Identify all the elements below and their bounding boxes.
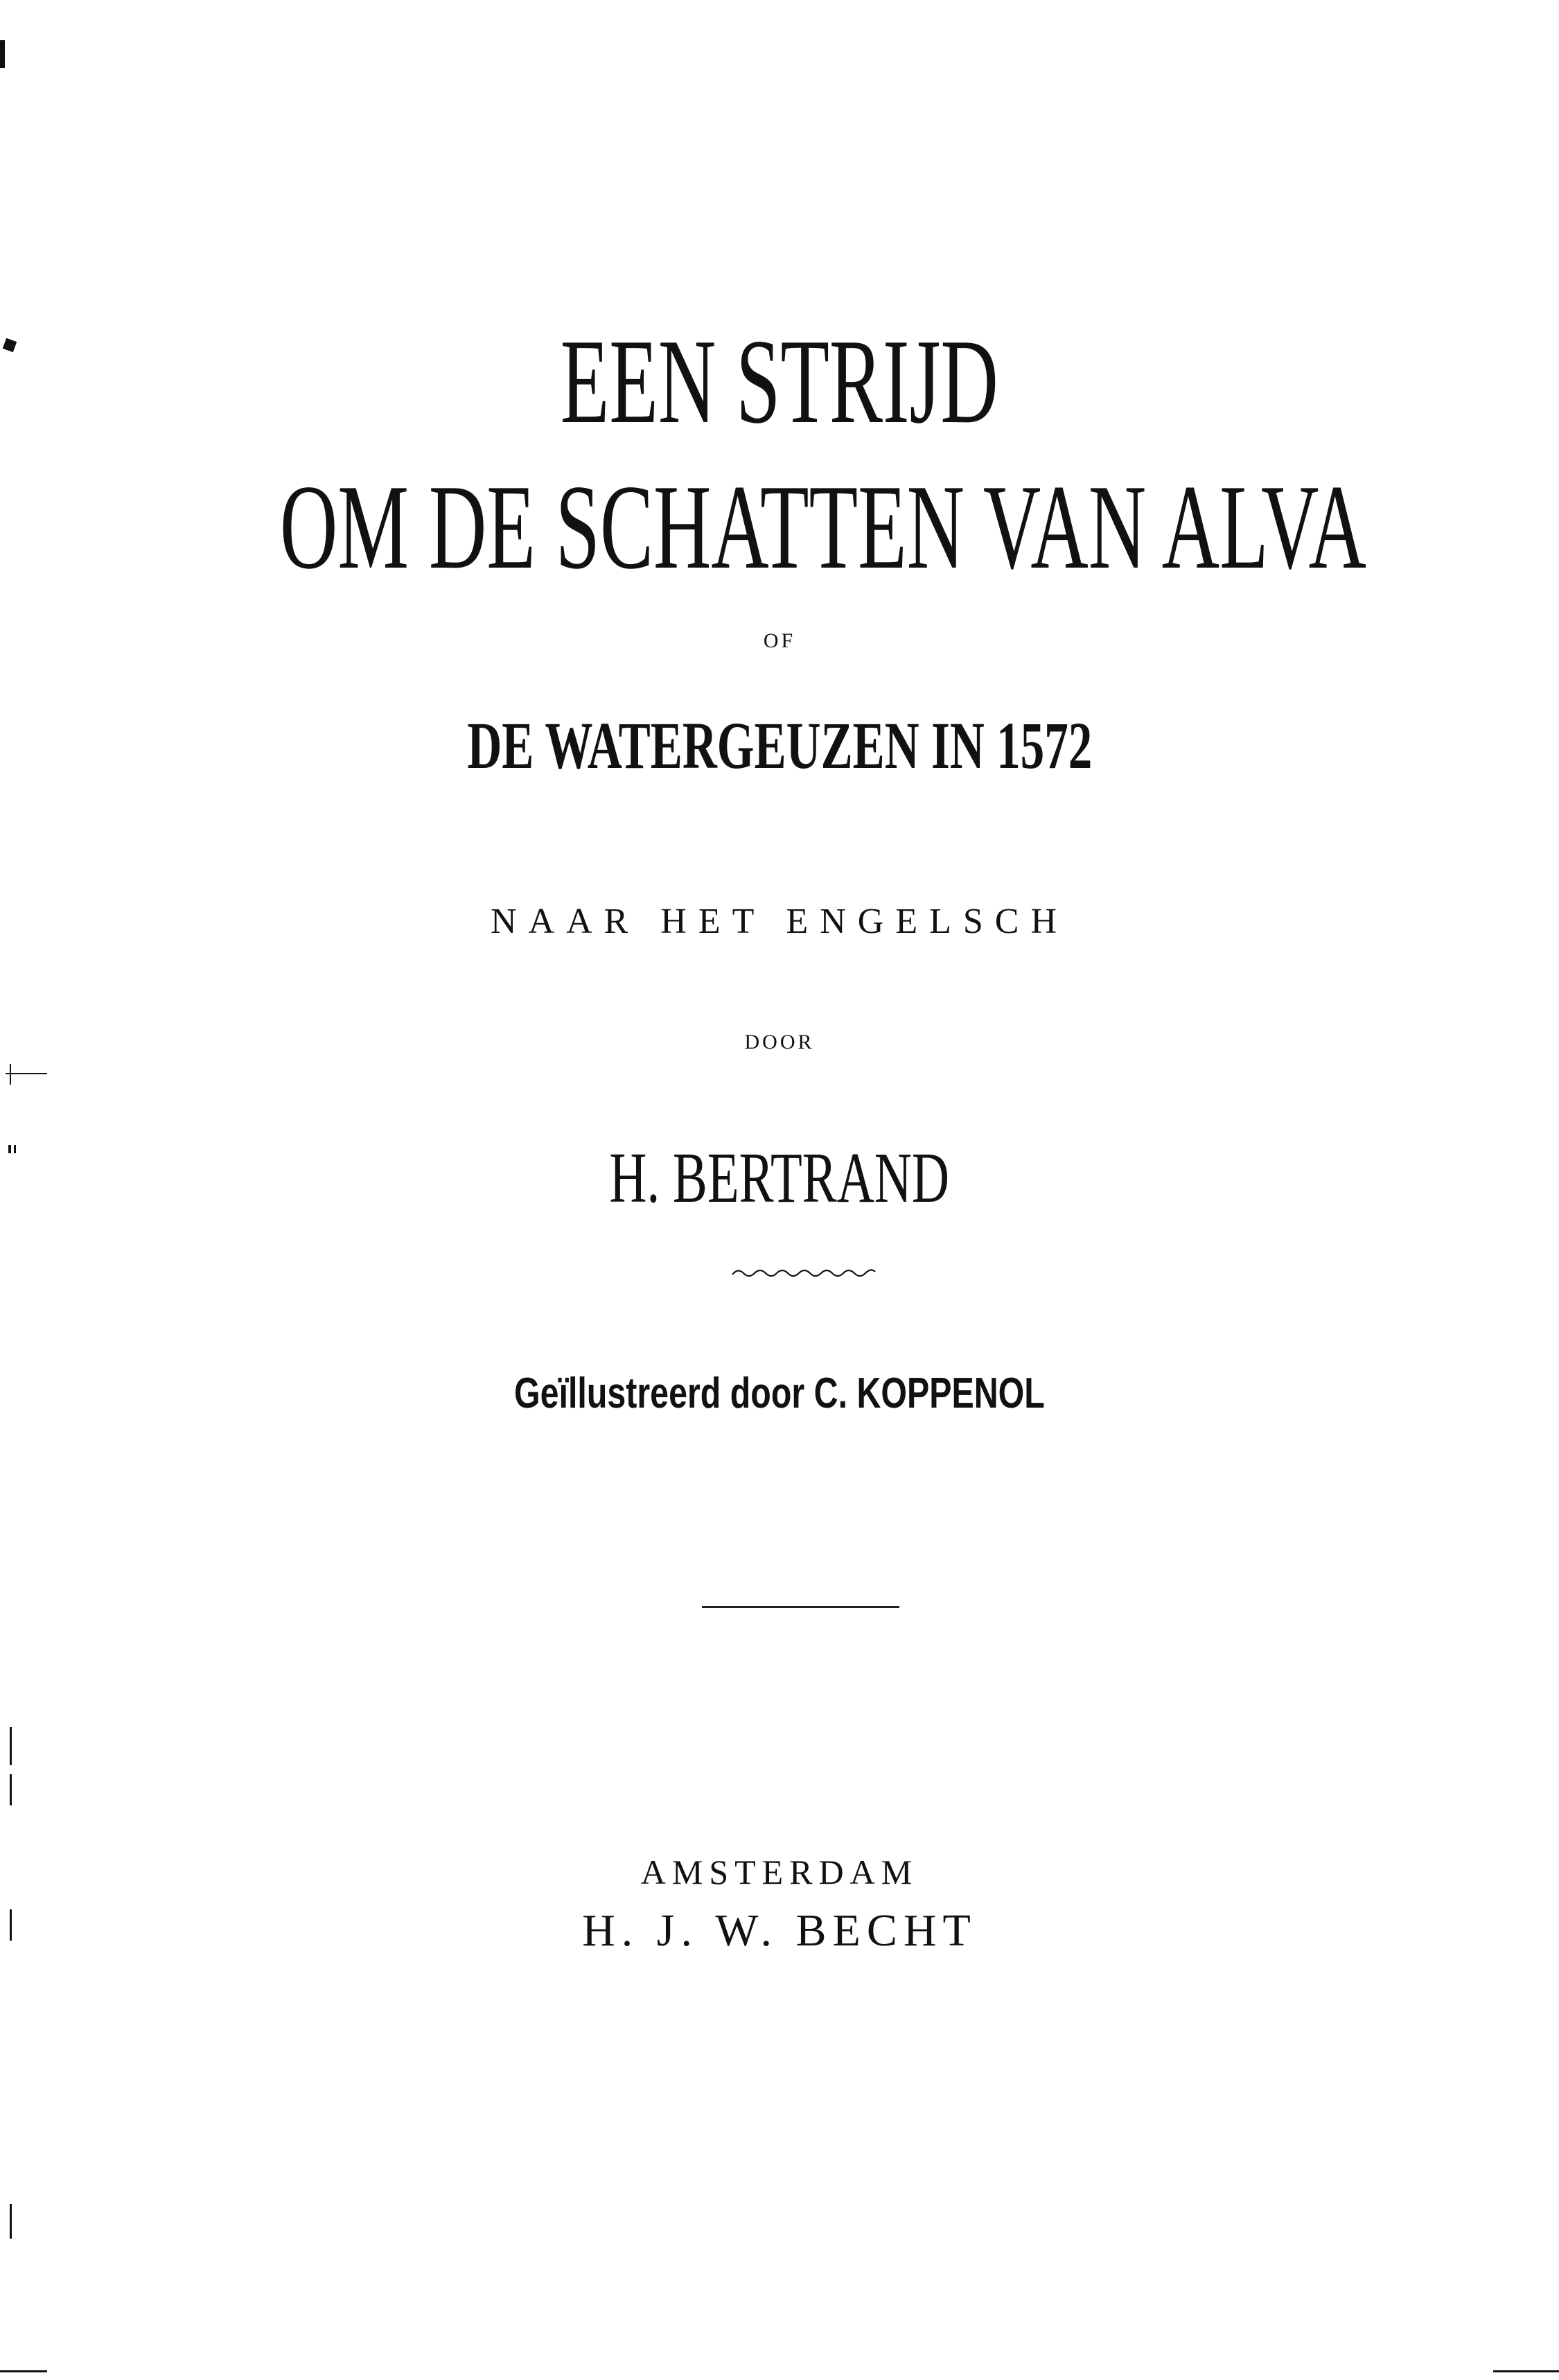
translation-note: NAAR HET ENGELSCH [490, 902, 1069, 941]
scan-mark [14, 1145, 16, 1153]
title-line-2: OM DE SCHATTEN VAN ALVA [279, 460, 1367, 594]
scan-mark [6, 1073, 47, 1074]
wavy-ornament [731, 1265, 877, 1280]
divider-rule [702, 1606, 899, 1608]
subtitle: DE WATERGEUZEN IN 1572 [467, 708, 1092, 782]
author-name: H. BERTRAND [609, 1138, 950, 1218]
illustrator-credit: Geïllustreerd door C. KOPPENOL [514, 1370, 1045, 1417]
scan-mark [10, 2204, 12, 2239]
scan-mark [10, 1774, 12, 1805]
imprint-publisher: H. J. W. BECHT [582, 1905, 977, 1956]
scan-mark [0, 2370, 47, 2372]
imprint-place: AMSTERDAM [640, 1853, 919, 1891]
scan-mark [10, 1064, 11, 1085]
by-label: DOOR [744, 1031, 815, 1053]
scan-mark [10, 1909, 12, 1941]
scan-mark [10, 1727, 12, 1765]
conjunction-or: OF [763, 629, 796, 652]
scan-mark [1493, 2370, 1559, 2372]
title-line-1: EEN STRIJD [560, 314, 999, 448]
scan-mark [0, 40, 5, 68]
scan-mark [8, 1145, 11, 1153]
